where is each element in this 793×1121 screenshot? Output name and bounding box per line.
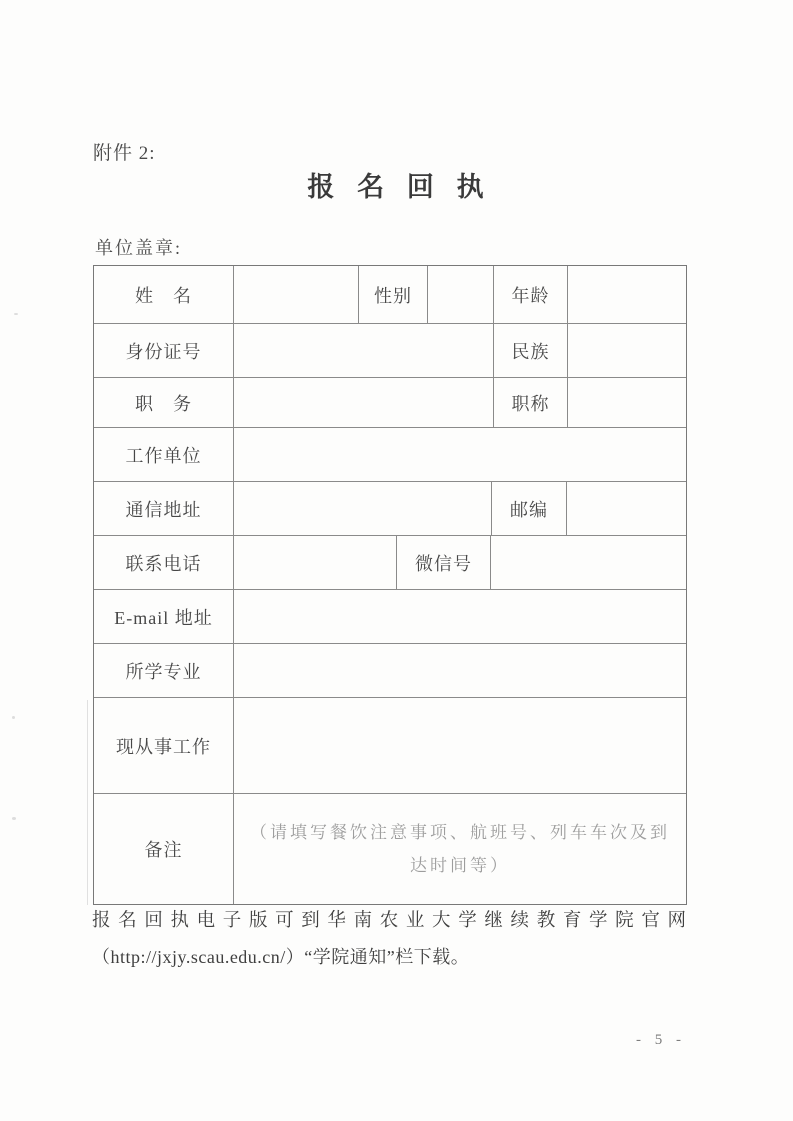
- footer-note: [92, 906, 688, 969]
- footer-note-line2: （http://jxjy.scau.edu.cn/）“学院通知”栏下载。: [92, 947, 470, 967]
- attachment-label: 附件 2:: [93, 143, 156, 164]
- table-row-remarks: [94, 794, 686, 904]
- gender-label-cell: 性别: [359, 266, 428, 323]
- address-label-cell: 通信地址: [94, 482, 234, 535]
- table-row-work-unit: [94, 428, 686, 482]
- table-row-phone-wechat: [94, 536, 686, 590]
- table-row-email: [94, 590, 686, 644]
- page-number: - 5 -: [636, 1032, 686, 1048]
- scan-artifact-line: [87, 700, 88, 905]
- name-label-cell: 姓 名: [94, 266, 234, 323]
- registration-table: [93, 265, 687, 905]
- table-row-name-gender-age: [94, 266, 686, 324]
- remarks-label-cell: 备注: [94, 794, 234, 904]
- work-unit-label-cell: 工作单位: [94, 428, 234, 481]
- remarks-note-text: （请填写餐饮注意事项、航班号、列车车次及到达时间等）: [250, 823, 670, 875]
- postcode-label-cell: 邮编: [492, 482, 567, 535]
- wechat-label-cell: 微信号: [397, 536, 491, 589]
- table-row-position-title: [94, 378, 686, 428]
- current-work-value-cell: [234, 698, 686, 793]
- table-row-current-work: [94, 698, 686, 794]
- scan-artifact-speck: [12, 716, 15, 719]
- phone-value-cell: [234, 536, 397, 589]
- current-work-label-cell: 现从事工作: [94, 698, 234, 793]
- phone-label-cell: 联系电话: [94, 536, 234, 589]
- email-label-cell: E-mail 地址: [94, 590, 234, 643]
- footer-note-line1: 报名回执电子版可到华南农业大学继续教育学院官网: [92, 911, 688, 931]
- professional-title-value-cell: [568, 378, 686, 427]
- position-value-cell: [234, 378, 494, 427]
- id-number-value-cell: [234, 324, 494, 377]
- age-value-cell: [568, 266, 686, 323]
- seal-label: 单位盖章:: [95, 238, 183, 258]
- email-value-cell: [234, 590, 686, 643]
- id-number-label-cell: 身份证号: [94, 324, 234, 377]
- major-label-cell: 所学专业: [94, 644, 234, 697]
- remarks-note-cell: [234, 794, 686, 904]
- ethnicity-value-cell: [568, 324, 686, 377]
- name-value-cell: [234, 266, 359, 323]
- scan-artifact-speck: [12, 817, 16, 820]
- scan-artifact-speck: [14, 313, 18, 315]
- major-value-cell: [234, 644, 686, 697]
- position-label-cell: 职 务: [94, 378, 234, 427]
- address-value-cell: [234, 482, 492, 535]
- ethnicity-label-cell: 民族: [494, 324, 568, 377]
- table-row-major: [94, 644, 686, 698]
- wechat-value-cell: [491, 536, 686, 589]
- work-unit-value-cell: [234, 428, 686, 481]
- age-label-cell: 年龄: [494, 266, 568, 323]
- page-title: 报 名 回 执: [307, 172, 486, 202]
- postcode-value-cell: [567, 482, 686, 535]
- gender-value-cell: [428, 266, 494, 323]
- table-row-address-postcode: [94, 482, 686, 536]
- table-row-id-ethnicity: [94, 324, 686, 378]
- professional-title-label-cell: 职称: [494, 378, 568, 427]
